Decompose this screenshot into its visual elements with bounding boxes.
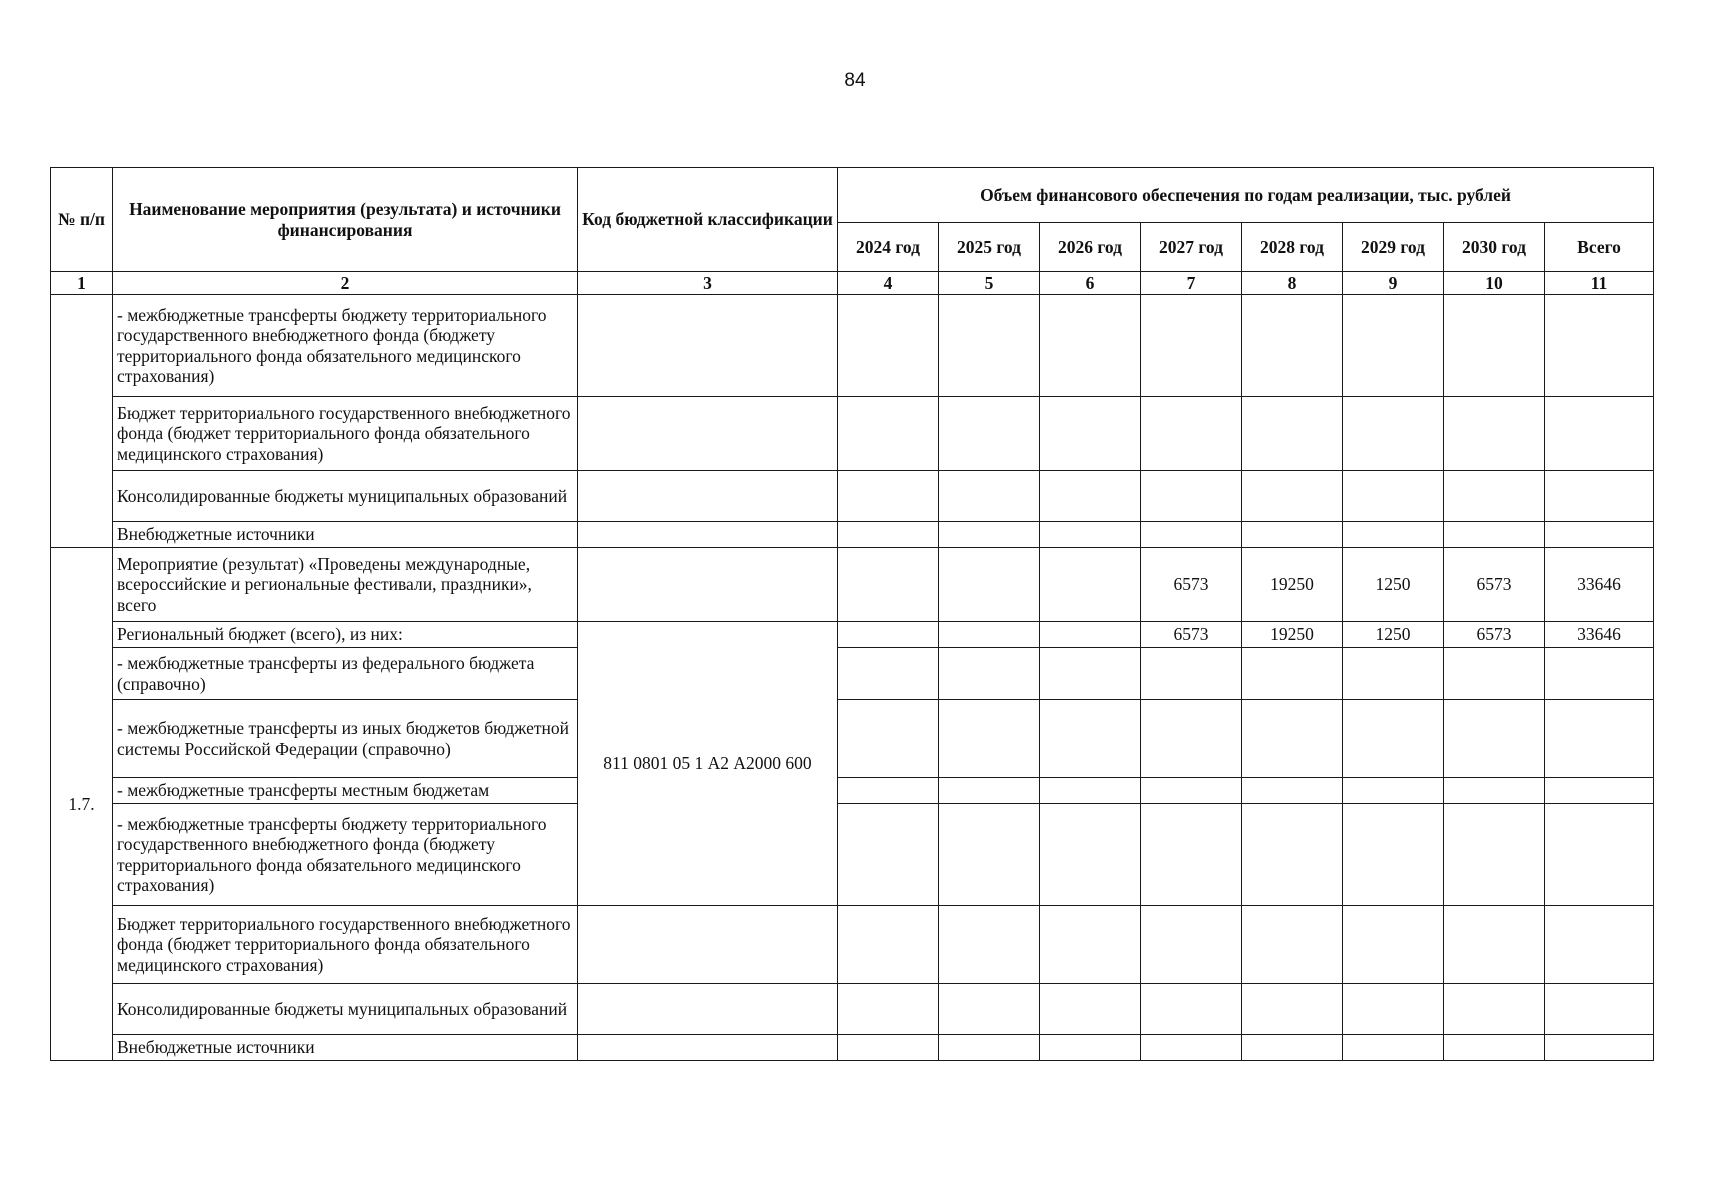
- row-name: Региональный бюджет (всего), из них:: [113, 622, 578, 648]
- value-cell: [1444, 1035, 1545, 1061]
- value-cell: [939, 906, 1040, 984]
- value-cell: [1242, 906, 1343, 984]
- value-cell: [838, 471, 939, 522]
- value-cell: [1040, 471, 1141, 522]
- value-cell: [1545, 397, 1654, 471]
- value-cell: [1444, 906, 1545, 984]
- value-cell: [1040, 295, 1141, 397]
- value-cell: [1141, 778, 1242, 804]
- row-code: [578, 1035, 838, 1061]
- value-cell: [939, 548, 1040, 622]
- value-cell: 33646: [1545, 622, 1654, 648]
- row-code: [578, 984, 838, 1035]
- value-cell: [1343, 648, 1444, 700]
- value-cell: [838, 778, 939, 804]
- value-cell: [939, 804, 1040, 906]
- header-name: Наименование мероприятия (результата) и источники финансирования: [113, 168, 578, 272]
- value-cell: 33646: [1545, 548, 1654, 622]
- value-cell: [1040, 804, 1141, 906]
- value-cell: [1141, 700, 1242, 778]
- row-name: Консолидированные бюджеты муниципальных образований: [113, 471, 578, 522]
- value-cell: [1343, 397, 1444, 471]
- value-cell: [1444, 522, 1545, 548]
- value-cell: [939, 778, 1040, 804]
- value-cell: [1343, 1035, 1444, 1061]
- value-cell: [838, 522, 939, 548]
- value-cell: [1040, 648, 1141, 700]
- header-funding-group: Объем финансового обеспечения по годам реализации, тыс. рублей: [838, 168, 1654, 223]
- value-cell: [1242, 295, 1343, 397]
- table-row: [51, 984, 1654, 1035]
- value-cell: [1040, 778, 1141, 804]
- value-cell: [1141, 471, 1242, 522]
- table-row: [51, 700, 1654, 778]
- value-cell: [1545, 648, 1654, 700]
- column-number-row: [51, 272, 1654, 295]
- row-name: Внебюджетные источники: [113, 522, 578, 548]
- value-cell: [1141, 804, 1242, 906]
- value-cell: [838, 906, 939, 984]
- header-year: 2029 год: [1343, 223, 1444, 272]
- table-row: [51, 622, 1654, 648]
- value-cell: [1444, 984, 1545, 1035]
- value-cell: 6573: [1444, 622, 1545, 648]
- column-number: 6: [1040, 272, 1141, 295]
- row-code: [578, 906, 838, 984]
- value-cell: [838, 548, 939, 622]
- header-year: 2026 год: [1040, 223, 1141, 272]
- table-row: [51, 1035, 1654, 1061]
- value-cell: 1250: [1343, 548, 1444, 622]
- table-row: [51, 648, 1654, 700]
- row-name: - межбюджетные трансферты из федерального бюджета (справочно): [113, 648, 578, 700]
- header-year: 2027 год: [1141, 223, 1242, 272]
- value-cell: [1040, 548, 1141, 622]
- value-cell: [838, 397, 939, 471]
- header-code: Код бюджетной классификации: [578, 168, 838, 272]
- value-cell: [939, 295, 1040, 397]
- value-cell: [939, 397, 1040, 471]
- value-cell: [1444, 471, 1545, 522]
- value-cell: [939, 522, 1040, 548]
- value-cell: [1545, 471, 1654, 522]
- value-cell: [1343, 700, 1444, 778]
- value-cell: [1141, 648, 1242, 700]
- value-cell: [1242, 804, 1343, 906]
- table-row: [51, 906, 1654, 984]
- value-cell: [1141, 522, 1242, 548]
- value-cell: [1040, 397, 1141, 471]
- value-cell: [838, 804, 939, 906]
- row-number: [51, 295, 113, 548]
- value-cell: [1545, 295, 1654, 397]
- row-name: Мероприятие (результат) «Проведены международные, всероссийские и региональные фестивали, праздники», всего: [113, 548, 578, 622]
- row-name: Бюджет территориального государственного внебюджетного фонда (бюджет территориального фонда обязательного медицинского страхования): [113, 397, 578, 471]
- table-row: [51, 397, 1654, 471]
- column-number: 10: [1444, 272, 1545, 295]
- column-number: 9: [1343, 272, 1444, 295]
- budget-code: 811 0801 05 1 А2 А2000 600: [578, 622, 838, 906]
- page-number: 84: [844, 70, 866, 91]
- budget-table: [50, 167, 1654, 1061]
- row-name: Бюджет территориального государственного внебюджетного фонда (бюджет территориального фонда обязательного медицинского страхования): [113, 906, 578, 984]
- row-code: [578, 548, 838, 622]
- value-cell: [838, 648, 939, 700]
- column-number: 7: [1141, 272, 1242, 295]
- value-cell: [1545, 984, 1654, 1035]
- value-cell: [1242, 522, 1343, 548]
- value-cell: [1242, 397, 1343, 471]
- table-row: [51, 778, 1654, 804]
- value-cell: 1250: [1343, 622, 1444, 648]
- table-row: [51, 548, 1654, 622]
- value-cell: [1444, 778, 1545, 804]
- value-cell: [838, 1035, 939, 1061]
- value-cell: 19250: [1242, 548, 1343, 622]
- value-cell: [1040, 1035, 1141, 1061]
- header-num: № п/п: [51, 168, 113, 272]
- column-number: 8: [1242, 272, 1343, 295]
- column-number: 2: [113, 272, 578, 295]
- value-cell: [838, 295, 939, 397]
- value-cell: [939, 984, 1040, 1035]
- value-cell: [939, 1035, 1040, 1061]
- row-name: - межбюджетные трансферты бюджету территориального государственного внебюджетного фонда (бюджету территориального фонда обязательного медицинского страхования): [113, 804, 578, 906]
- value-cell: [1545, 1035, 1654, 1061]
- value-cell: [1141, 1035, 1242, 1061]
- column-number: 1: [51, 272, 113, 295]
- value-cell: [1242, 984, 1343, 1035]
- column-number: 11: [1545, 272, 1654, 295]
- header-total: Всего: [1545, 223, 1654, 272]
- value-cell: [1444, 397, 1545, 471]
- header-year: 2028 год: [1242, 223, 1343, 272]
- value-cell: [1444, 700, 1545, 778]
- value-cell: [1343, 295, 1444, 397]
- row-number: 1.7.: [51, 548, 113, 1061]
- value-cell: [1141, 295, 1242, 397]
- table-row: [51, 804, 1654, 906]
- value-cell: [1141, 397, 1242, 471]
- value-cell: [1444, 804, 1545, 906]
- value-cell: [1343, 804, 1444, 906]
- value-cell: [1343, 778, 1444, 804]
- value-cell: [1444, 295, 1545, 397]
- value-cell: [838, 700, 939, 778]
- value-cell: [1040, 522, 1141, 548]
- value-cell: [939, 622, 1040, 648]
- table-row: [51, 471, 1654, 522]
- value-cell: [838, 622, 939, 648]
- row-code: [578, 522, 838, 548]
- row-code: [578, 295, 838, 397]
- value-cell: [1343, 906, 1444, 984]
- value-cell: [1242, 778, 1343, 804]
- value-cell: [1444, 648, 1545, 700]
- row-name: Консолидированные бюджеты муниципальных образований: [113, 984, 578, 1035]
- value-cell: [1242, 471, 1343, 522]
- value-cell: 19250: [1242, 622, 1343, 648]
- header-year: 2024 год: [838, 223, 939, 272]
- value-cell: [1343, 471, 1444, 522]
- row-name: - межбюджетные трансферты бюджету территориального государственного внебюджетного фонда (бюджету территориального фонда обязательного медицинского страхования): [113, 295, 578, 397]
- row-name: - межбюджетные трансферты из иных бюджетов бюджетной системы Российской Федерации (справочно): [113, 700, 578, 778]
- value-cell: [1545, 906, 1654, 984]
- row-name: Внебюджетные источники: [113, 1035, 578, 1061]
- header-year: 2025 год: [939, 223, 1040, 272]
- row-code: [578, 397, 838, 471]
- table-row: [51, 522, 1654, 548]
- value-cell: [939, 648, 1040, 700]
- value-cell: [1545, 804, 1654, 906]
- value-cell: [1343, 984, 1444, 1035]
- value-cell: [1141, 906, 1242, 984]
- value-cell: 6573: [1141, 622, 1242, 648]
- value-cell: [1040, 700, 1141, 778]
- value-cell: [838, 984, 939, 1035]
- header-year: 2030 год: [1444, 223, 1545, 272]
- value-cell: 6573: [1444, 548, 1545, 622]
- value-cell: [1545, 522, 1654, 548]
- value-cell: [939, 700, 1040, 778]
- column-number: 3: [578, 272, 838, 295]
- value-cell: [1343, 522, 1444, 548]
- table-row: [51, 295, 1654, 397]
- column-number: 5: [939, 272, 1040, 295]
- row-code: [578, 471, 838, 522]
- value-cell: [1242, 700, 1343, 778]
- row-name: - межбюджетные трансферты местным бюджетам: [113, 778, 578, 804]
- value-cell: [1545, 700, 1654, 778]
- value-cell: [1040, 622, 1141, 648]
- value-cell: [1242, 1035, 1343, 1061]
- value-cell: [1040, 984, 1141, 1035]
- value-cell: 6573: [1141, 548, 1242, 622]
- value-cell: [1545, 778, 1654, 804]
- value-cell: [1141, 984, 1242, 1035]
- value-cell: [1040, 906, 1141, 984]
- value-cell: [939, 471, 1040, 522]
- value-cell: [1242, 648, 1343, 700]
- column-number: 4: [838, 272, 939, 295]
